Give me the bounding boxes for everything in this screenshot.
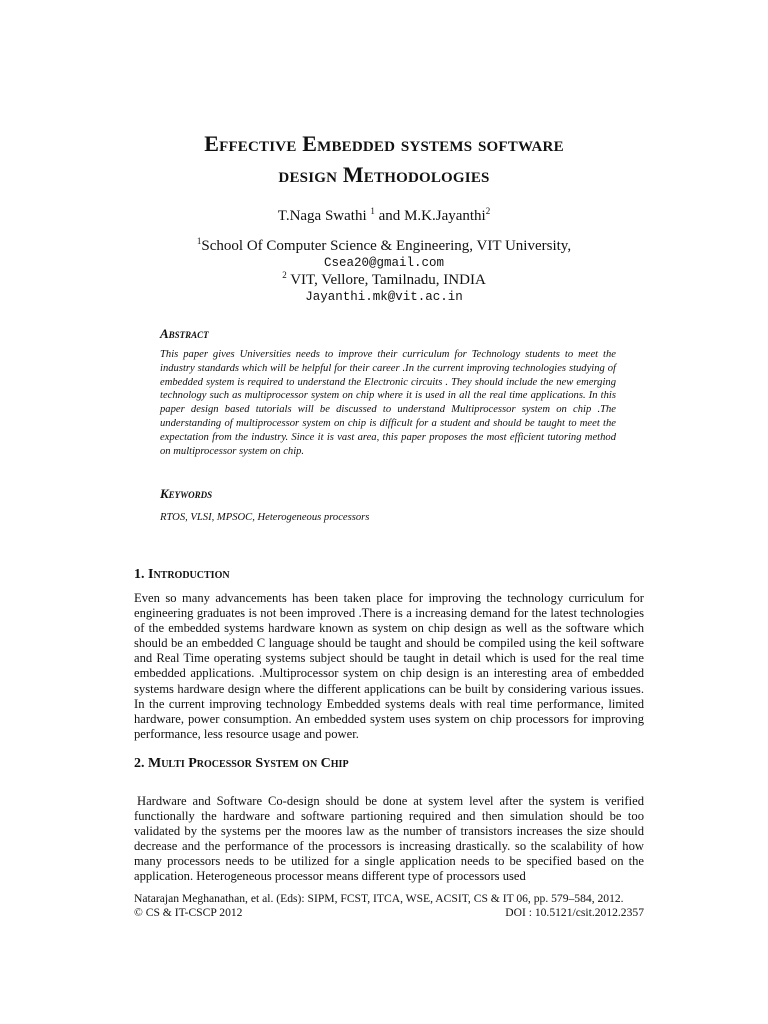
author-2: M.K.Jayanthi [404,208,486,224]
affiliation-1-marker: 1 [196,236,202,246]
keywords-body: RTOS, VLSI, MPSOC, Heterogeneous processors [160,512,370,523]
affiliations [0,238,768,306]
page-footer [134,892,644,920]
affiliation-1 [0,238,768,255]
affiliation-2 [0,272,768,289]
footer-row [134,906,644,920]
footer-citation: Natarajan Meghanathan, et al. (Eds): SIPM, FCST, ITCA, WSE, ACSIT, CS & IT 06, pp. 579–584, 2012. [134,892,624,905]
paper-title [0,128,768,190]
title-line-1: Effective Embedded systems software [204,131,564,156]
author-1: T.Naga Swathi [277,208,367,224]
footer-copyright: © CS & IT-CSCP 2012 [134,906,243,919]
affiliation-2-text: VIT, Vellore, Tamilnadu, INDIA [290,272,486,288]
abstract-body: This paper gives Universities needs to improve their curriculum for Technology students to meet the industry standards which will be helpful for their career .In the current improving technologies studying of embedded system is required to understand the Electronic circuits . They should include the new emerging technology such as multiprocessor system on chip where it is used in all the real time applications. In this paper design based tutorials will be discussed to understand Multiprocessor system on chip .The understanding of multiprocessor system on chip is difficult for a student and should be taught to meet the expectation from the industry. Since it is vast area, this paper proposes the most efficient tutoring method on multiprocessor system on chip. [160,349,616,457]
affiliation-2-marker: 2 [282,270,287,280]
keywords-heading: Keywords [160,486,213,501]
affiliation-1-email: Csea20@gmail.com [323,256,445,270]
section-1-paragraph: Even so many advancements has been taken place for improving the technology curriculum for engineering graduates is not been improved .There is a increasing demand for the latest technologies of the embedded systems hardware known as system on chip design as well as the software which should be an embedded C language should be taught and should be compiled using the keil software and Real Time operating systems subject should be taught in detail which is used for the real time embedded applications. .Multiprocessor system on chip design is an interesting area of embedded systems hardware design where the different applications can be built by considering various issues. In the current improving technology Embedded systems deals with real time performance, limited hardware, power consumption. An embedded system uses system on chip processors for improving performance, less resource usage and power. [134,591,644,741]
author-1-affil-marker: 1 [370,206,375,216]
author-2-affil-marker: 2 [485,206,491,216]
author-conjunction: and [378,208,401,224]
section-2-heading: 2. Multi Processor System on Chip [134,756,349,771]
section-1-heading: 1. Introduction [134,567,230,582]
affiliation-1-text: School Of Computer Science & Engineering, VIT University, [201,238,572,254]
section-2-paragraph: Hardware and Software Co-design should be done at system level after the system is verified functionally the hardware and software partioning required and then simulation should be too validated by the systems per the moores law as the number of transistors increases the size should decrease and the performance of the processors is increasing drastically. so the scalability of how many processors needs to be utilized for a single application needs to be specified based on the application. Heterogeneous processor means different type of processors used [134,794,644,884]
author-line [0,206,768,226]
affiliation-2-email: Jayanthi.mk@vit.ac.in [305,290,463,304]
footer-doi: DOI : 10.5121/csit.2012.2357 [505,906,644,919]
title-line-2: design Methodologies [278,162,490,187]
abstract-heading: Abstract [160,326,209,341]
